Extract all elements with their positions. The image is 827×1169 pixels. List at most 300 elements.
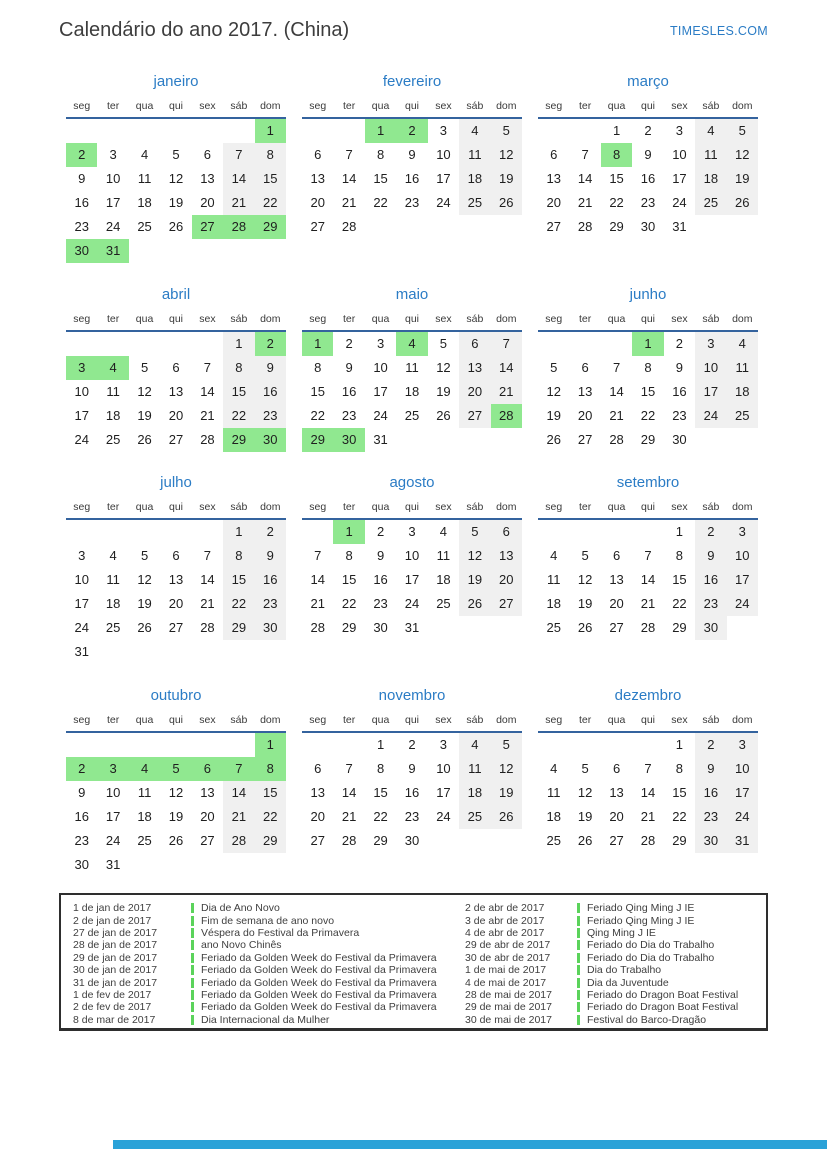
day-cell: 21 bbox=[491, 380, 522, 404]
footer-brand-bar bbox=[113, 1140, 827, 1149]
day-cell: 12 bbox=[436, 360, 451, 375]
day-cell: 18 bbox=[546, 809, 561, 824]
weekday-label: qua bbox=[371, 313, 390, 325]
legend-column-right bbox=[465, 902, 738, 1028]
legend-row bbox=[465, 1001, 738, 1013]
legend-label: Véspera do Festival da Primavera bbox=[201, 926, 360, 939]
legend-label: Dia de Ano Novo bbox=[201, 902, 280, 915]
day-cell: 10 bbox=[727, 544, 758, 568]
legend-label: Feriado Qing Ming J IE bbox=[587, 902, 695, 915]
day-cell: 10 bbox=[74, 572, 89, 587]
day-cell: 4 bbox=[109, 548, 117, 563]
weekday-label: sex bbox=[671, 501, 688, 513]
legend-label: Fim de semana de ano novo bbox=[201, 914, 335, 927]
day-cell-empty bbox=[569, 119, 600, 143]
day-cell: 11 bbox=[459, 143, 490, 167]
day-cell: 25 bbox=[459, 191, 490, 215]
day-cell: 22 bbox=[672, 809, 687, 824]
day-grid bbox=[538, 520, 758, 640]
day-cell: 27 bbox=[459, 404, 490, 428]
legend-date: 1 de mai de 2017 bbox=[465, 964, 547, 977]
day-cell: 20 bbox=[577, 408, 593, 423]
legend-column-left bbox=[73, 902, 465, 1028]
day-cell: 19 bbox=[459, 568, 490, 592]
day-cell: 13 bbox=[459, 356, 490, 380]
weekday-label: sex bbox=[435, 501, 452, 513]
weekday-label: sex bbox=[671, 100, 688, 112]
day-cell: 25 bbox=[137, 833, 152, 848]
weekday-label: sáb bbox=[466, 313, 484, 325]
legend-row bbox=[465, 976, 738, 988]
day-cell-empty bbox=[601, 332, 632, 356]
day-cell: 26 bbox=[546, 432, 561, 447]
weekday-label: qua bbox=[607, 501, 626, 513]
weekday-header-row bbox=[538, 98, 758, 119]
weekday-label: sáb bbox=[702, 501, 720, 513]
day-cell: 2 bbox=[644, 123, 652, 138]
day-grid bbox=[302, 733, 522, 853]
day-cell: 30 bbox=[404, 833, 420, 848]
legend-date: 4 de mai de 2017 bbox=[465, 976, 547, 989]
day-cell: 24 bbox=[74, 620, 89, 635]
day-cell-empty bbox=[160, 733, 191, 757]
legend-row bbox=[73, 1014, 465, 1026]
holiday-tick-icon bbox=[577, 940, 580, 950]
day-cell: 11 bbox=[695, 143, 726, 167]
day-cell: 28 bbox=[577, 219, 593, 234]
day-cell: 24 bbox=[672, 195, 687, 210]
weekday-label: qui bbox=[640, 100, 655, 112]
weekday-label: sex bbox=[435, 313, 452, 325]
day-cell: 10 bbox=[672, 147, 687, 162]
day-cell-empty bbox=[192, 332, 223, 356]
day-cell-empty bbox=[459, 215, 490, 239]
weekday-label: sex bbox=[199, 313, 216, 325]
day-cell-empty bbox=[192, 239, 223, 263]
day-cell: 20 bbox=[168, 596, 184, 611]
holiday-tick-icon bbox=[577, 903, 580, 913]
legend-date: 29 de mai de 2017 bbox=[465, 1001, 552, 1014]
day-cell-empty bbox=[428, 428, 459, 452]
legend-date: 31 de jan de 2017 bbox=[73, 976, 158, 989]
weekday-label: seg bbox=[545, 313, 563, 325]
day-cell: 14 bbox=[223, 167, 254, 191]
day-cell-empty bbox=[129, 239, 160, 263]
day-cell-empty bbox=[66, 332, 97, 356]
day-cell: 30 bbox=[255, 616, 286, 640]
day-cell: 15 bbox=[373, 785, 388, 800]
day-cell: 14 bbox=[577, 171, 593, 186]
day-cell: 4 bbox=[550, 761, 558, 776]
legend-label: Dia Internacional da Mulher bbox=[201, 1013, 330, 1026]
month-outubro bbox=[66, 684, 286, 877]
weekday-label: sáb bbox=[230, 100, 248, 112]
weekday-label: ter bbox=[107, 501, 120, 513]
day-cell-empty bbox=[97, 640, 128, 664]
day-cell: 22 bbox=[609, 195, 624, 210]
weekday-label: dom bbox=[732, 501, 753, 513]
day-cell: 5 bbox=[550, 360, 558, 375]
day-cell: 2 bbox=[66, 143, 97, 167]
day-cell: 1 bbox=[376, 737, 385, 752]
day-cell: 23 bbox=[74, 219, 89, 234]
month-dezembro bbox=[538, 684, 758, 853]
day-cell: 7 bbox=[203, 548, 212, 563]
day-cell-empty bbox=[428, 215, 459, 239]
day-cell: 27 bbox=[546, 219, 561, 234]
day-cell: 26 bbox=[577, 833, 593, 848]
day-cell: 23 bbox=[695, 805, 726, 829]
day-cell: 27 bbox=[168, 432, 184, 447]
day-cell-empty bbox=[302, 520, 333, 544]
day-cell: 12 bbox=[577, 572, 593, 587]
month-title: abril bbox=[161, 286, 191, 303]
weekday-label: ter bbox=[107, 313, 120, 325]
day-cell-empty bbox=[129, 640, 160, 664]
day-cell: 4 bbox=[140, 147, 149, 162]
weekday-label: dom bbox=[496, 714, 517, 726]
day-cell: 18 bbox=[727, 380, 758, 404]
day-cell: 22 bbox=[640, 408, 656, 423]
day-cell: 9 bbox=[78, 785, 86, 800]
day-cell: 5 bbox=[727, 119, 758, 143]
day-cell: 16 bbox=[341, 384, 357, 399]
day-cell: 30 bbox=[373, 620, 388, 635]
day-cell: 9 bbox=[695, 544, 726, 568]
day-cell: 30 bbox=[74, 857, 89, 872]
day-cell: 7 bbox=[314, 548, 322, 563]
day-cell: 8 bbox=[376, 147, 385, 162]
day-cell: 14 bbox=[341, 785, 357, 800]
month-title: junho bbox=[629, 286, 667, 303]
weekday-label: qui bbox=[168, 501, 183, 513]
weekday-label: dom bbox=[260, 714, 281, 726]
day-cell: 20 bbox=[491, 568, 522, 592]
day-cell-empty bbox=[160, 239, 191, 263]
day-grid bbox=[538, 119, 758, 239]
day-cell: 6 bbox=[550, 147, 558, 162]
legend-date: 3 de abr de 2017 bbox=[465, 914, 545, 927]
day-cell: 23 bbox=[404, 809, 420, 824]
weekday-label: qua bbox=[135, 501, 154, 513]
day-cell: 12 bbox=[727, 143, 758, 167]
day-cell-empty bbox=[129, 520, 160, 544]
month-maio bbox=[302, 283, 522, 452]
day-cell: 1 bbox=[675, 524, 684, 539]
day-cell: 3 bbox=[78, 548, 86, 563]
day-cell: 12 bbox=[168, 171, 184, 186]
legend-row bbox=[73, 939, 465, 951]
day-cell-empty bbox=[192, 733, 223, 757]
weekday-header-row bbox=[538, 311, 758, 332]
legend-label: Dia do Trabalho bbox=[587, 964, 662, 977]
day-cell: 12 bbox=[168, 785, 184, 800]
day-cell: 13 bbox=[609, 572, 624, 587]
day-cell: 5 bbox=[581, 761, 589, 776]
day-cell-empty bbox=[569, 520, 600, 544]
site-link[interactable]: TIMESLES.COM bbox=[669, 24, 768, 38]
day-cell: 17 bbox=[436, 171, 451, 186]
weekday-label: sáb bbox=[702, 714, 720, 726]
weekday-label: dom bbox=[732, 313, 753, 325]
day-cell: 4 bbox=[439, 524, 448, 539]
day-cell: 29 bbox=[223, 616, 254, 640]
day-cell: 8 bbox=[223, 544, 254, 568]
day-cell: 31 bbox=[373, 432, 388, 447]
day-cell-empty bbox=[302, 733, 333, 757]
weekday-header-row bbox=[66, 311, 286, 332]
weekday-header-row bbox=[302, 98, 522, 119]
day-cell: 12 bbox=[577, 785, 593, 800]
day-cell: 28 bbox=[200, 432, 215, 447]
day-cell-empty bbox=[396, 428, 427, 452]
day-cell: 16 bbox=[373, 572, 388, 587]
weekday-label: sáb bbox=[230, 313, 248, 325]
day-cell: 30 bbox=[695, 829, 726, 853]
day-cell-empty bbox=[333, 119, 364, 143]
day-cell-empty bbox=[428, 829, 459, 853]
weekday-label: qui bbox=[168, 100, 183, 112]
day-cell: 25 bbox=[105, 432, 121, 447]
day-cell: 14 bbox=[200, 384, 215, 399]
day-cell: 20 bbox=[609, 809, 624, 824]
day-cell-empty bbox=[601, 733, 632, 757]
day-cell: 10 bbox=[74, 384, 89, 399]
legend-row bbox=[73, 1001, 465, 1013]
day-cell: 24 bbox=[727, 805, 758, 829]
day-cell: 23 bbox=[404, 195, 420, 210]
day-cell-empty bbox=[459, 829, 490, 853]
day-cell: 30 bbox=[66, 239, 97, 263]
month-title: novembro bbox=[378, 687, 446, 704]
day-cell-empty bbox=[192, 853, 223, 877]
day-cell: 21 bbox=[640, 596, 656, 611]
weekday-label: dom bbox=[496, 501, 517, 513]
weekday-label: qua bbox=[135, 100, 154, 112]
day-cell-empty bbox=[97, 332, 128, 356]
day-cell: 15 bbox=[223, 380, 254, 404]
day-cell-empty bbox=[66, 733, 97, 757]
day-cell: 27 bbox=[491, 592, 522, 616]
day-cell-empty bbox=[569, 733, 600, 757]
day-cell: 14 bbox=[609, 384, 624, 399]
legend-date: 2 de fev de 2017 bbox=[73, 1001, 152, 1014]
day-cell: 17 bbox=[373, 384, 388, 399]
holiday-tick-icon bbox=[577, 916, 580, 926]
day-cell: 16 bbox=[74, 809, 89, 824]
day-cell: 1 bbox=[223, 332, 254, 356]
day-cell: 25 bbox=[727, 404, 758, 428]
day-cell-empty bbox=[129, 332, 160, 356]
day-cell: 1 bbox=[675, 737, 684, 752]
day-cell: 22 bbox=[223, 404, 254, 428]
holiday-tick-icon bbox=[191, 953, 194, 963]
day-cell: 22 bbox=[672, 596, 687, 611]
day-cell: 22 bbox=[255, 191, 286, 215]
day-cell: 21 bbox=[223, 191, 254, 215]
day-cell: 9 bbox=[376, 548, 385, 563]
day-cell: 18 bbox=[436, 572, 451, 587]
legend-label: Feriado do Dia do Trabalho bbox=[587, 951, 715, 964]
day-cell: 15 bbox=[223, 568, 254, 592]
day-cell: 24 bbox=[436, 195, 451, 210]
weekday-header-row bbox=[538, 712, 758, 733]
day-cell: 3 bbox=[97, 757, 128, 781]
day-cell: 11 bbox=[106, 384, 120, 399]
day-cell: 26 bbox=[137, 432, 152, 447]
legend-date: 4 de abr de 2017 bbox=[465, 926, 545, 939]
day-cell: 8 bbox=[255, 143, 286, 167]
day-cell: 18 bbox=[459, 167, 490, 191]
day-cell: 17 bbox=[74, 408, 89, 423]
weekday-label: sex bbox=[671, 714, 688, 726]
day-cell: 2 bbox=[695, 733, 726, 757]
day-cell-empty bbox=[695, 215, 726, 239]
day-cell: 2 bbox=[66, 757, 97, 781]
day-cell: 17 bbox=[727, 568, 758, 592]
legend-label: Feriado Qing Ming J IE bbox=[587, 914, 695, 927]
day-cell: 20 bbox=[200, 809, 215, 824]
day-cell: 8 bbox=[345, 548, 353, 563]
month-fevereiro bbox=[302, 70, 522, 239]
day-cell: 29 bbox=[223, 428, 254, 452]
weekday-label: seg bbox=[309, 313, 327, 325]
day-cell: 17 bbox=[436, 785, 451, 800]
day-cell: 5 bbox=[140, 548, 149, 563]
weekday-label: dom bbox=[260, 100, 281, 112]
day-cell: 22 bbox=[341, 596, 357, 611]
day-cell: 29 bbox=[255, 829, 286, 853]
day-cell: 15 bbox=[640, 384, 656, 399]
legend-date: 1 de fev de 2017 bbox=[73, 988, 152, 1001]
day-cell: 13 bbox=[310, 785, 325, 800]
day-cell: 29 bbox=[672, 833, 687, 848]
legend-row bbox=[465, 952, 738, 964]
day-cell: 29 bbox=[255, 215, 286, 239]
day-cell: 2 bbox=[376, 524, 385, 539]
day-grid bbox=[66, 520, 286, 664]
weekday-label: qua bbox=[607, 714, 626, 726]
day-cell: 21 bbox=[577, 195, 593, 210]
day-cell: 10 bbox=[436, 147, 451, 162]
day-cell-empty bbox=[255, 239, 286, 263]
day-cell: 28 bbox=[223, 829, 254, 853]
legend-row bbox=[465, 964, 738, 976]
day-cell: 25 bbox=[105, 620, 121, 635]
day-cell: 23 bbox=[255, 592, 286, 616]
day-cell: 15 bbox=[672, 785, 687, 800]
day-cell: 28 bbox=[609, 432, 624, 447]
day-cell: 18 bbox=[137, 809, 152, 824]
day-cell-empty bbox=[97, 733, 128, 757]
month-title: março bbox=[627, 73, 669, 90]
day-cell: 3 bbox=[675, 123, 684, 138]
day-cell: 3 bbox=[66, 356, 97, 380]
day-cell: 27 bbox=[609, 833, 624, 848]
day-cell: 30 bbox=[672, 432, 687, 447]
day-cell: 18 bbox=[105, 596, 121, 611]
day-cell: 22 bbox=[255, 805, 286, 829]
holiday-tick-icon bbox=[191, 928, 194, 938]
day-cell: 9 bbox=[345, 360, 353, 375]
day-cell: 23 bbox=[255, 404, 286, 428]
day-cell: 25 bbox=[546, 833, 561, 848]
day-cell-empty bbox=[569, 332, 600, 356]
day-cell: 19 bbox=[491, 167, 522, 191]
day-grid bbox=[538, 733, 758, 853]
day-cell: 21 bbox=[640, 809, 656, 824]
weekday-label: ter bbox=[343, 501, 356, 513]
day-cell: 27 bbox=[310, 833, 325, 848]
day-cell: 30 bbox=[640, 219, 656, 234]
legend-row bbox=[73, 914, 465, 926]
day-cell: 19 bbox=[168, 809, 184, 824]
month-junho bbox=[538, 283, 758, 452]
day-cell: 7 bbox=[345, 147, 353, 162]
day-cell: 3 bbox=[376, 336, 385, 351]
day-cell-empty bbox=[223, 733, 254, 757]
day-cell: 1 bbox=[632, 332, 663, 356]
weekday-label: qua bbox=[135, 313, 154, 325]
day-grid bbox=[66, 119, 286, 263]
day-cell: 21 bbox=[200, 408, 215, 423]
legend-label: Feriado do Dragon Boat Festival bbox=[587, 988, 739, 1001]
legend-box bbox=[59, 893, 768, 1031]
day-cell: 19 bbox=[168, 195, 184, 210]
months-grid bbox=[66, 70, 758, 877]
day-cell: 29 bbox=[341, 620, 357, 635]
day-cell: 21 bbox=[341, 809, 357, 824]
day-cell: 10 bbox=[727, 757, 758, 781]
legend-row bbox=[73, 964, 465, 976]
day-cell: 10 bbox=[404, 548, 420, 563]
day-cell: 16 bbox=[404, 785, 420, 800]
day-cell: 6 bbox=[612, 548, 621, 563]
legend-label: Feriado da Golden Week do Festival da Primavera bbox=[201, 976, 437, 989]
day-cell-empty bbox=[491, 829, 522, 853]
weekday-label: seg bbox=[73, 501, 91, 513]
day-cell: 2 bbox=[396, 119, 427, 143]
day-cell: 8 bbox=[223, 356, 254, 380]
day-cell: 10 bbox=[373, 360, 388, 375]
weekday-label: dom bbox=[732, 714, 753, 726]
weekday-header-row bbox=[302, 311, 522, 332]
day-cell: 27 bbox=[577, 432, 593, 447]
day-cell-empty bbox=[333, 733, 364, 757]
day-cell: 12 bbox=[491, 143, 522, 167]
day-cell: 13 bbox=[609, 785, 624, 800]
day-cell: 15 bbox=[373, 171, 388, 186]
day-cell-empty bbox=[160, 119, 191, 143]
page-title: Calendário do ano 2017. (China) bbox=[59, 19, 350, 41]
day-cell: 6 bbox=[314, 147, 322, 162]
day-cell: 25 bbox=[546, 620, 561, 635]
day-cell: 1 bbox=[255, 733, 286, 757]
day-cell: 18 bbox=[546, 596, 561, 611]
day-cell: 16 bbox=[640, 171, 656, 186]
day-cell: 7 bbox=[644, 761, 652, 776]
day-cell: 21 bbox=[609, 408, 624, 423]
day-cell-empty bbox=[160, 520, 191, 544]
day-cell: 25 bbox=[404, 408, 420, 423]
holiday-tick-icon bbox=[577, 1002, 580, 1012]
month-abril bbox=[66, 283, 286, 452]
day-cell: 16 bbox=[74, 195, 89, 210]
day-cell: 22 bbox=[223, 592, 254, 616]
day-cell: 8 bbox=[601, 143, 632, 167]
month-title: outubro bbox=[150, 687, 202, 704]
legend-label: Feriado da Golden Week do Festival da Primavera bbox=[201, 964, 437, 977]
